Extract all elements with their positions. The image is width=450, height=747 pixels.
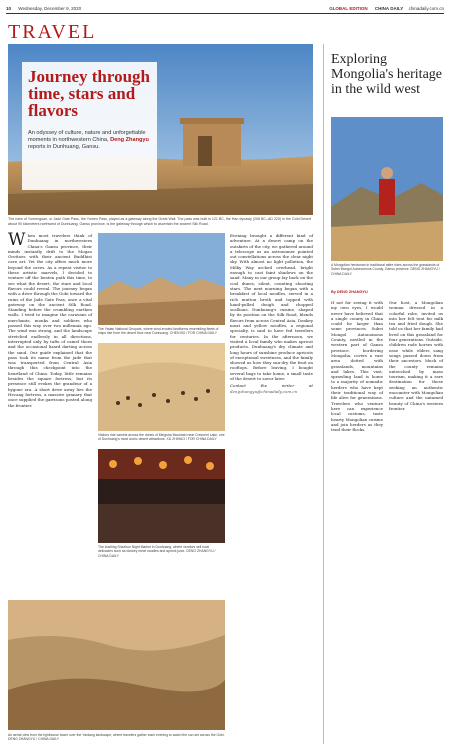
contact-email[interactable]: dengzhangyu@chinadaily.com.cn bbox=[230, 388, 298, 394]
sidebar-byline: By DENG ZHANGYU bbox=[331, 290, 368, 294]
deck-text-end: reports in Dunhuang, Gansu. bbox=[28, 144, 100, 150]
sidebar-photo-caption: A Mongolian herdsman in traditional attire rides across the grasslands of Subei Mongol Autonomous County, Gansu province. DENG ZHANGYU / CHINA DAILY bbox=[331, 263, 440, 276]
mongolian-herdsman-image bbox=[331, 117, 443, 261]
deck bbox=[28, 130, 152, 151]
column-3-text: Evening brought a different kind of adventure. At a desert camp on the outskirts of the city, we gathered around a telescope as an astronomer pointed out constellations across the clear night sky. With almost no light pollution, the Milky Way arched overhead, bright enough to cast faint shadows on the sand. Many in our group lay back on the cool dunes, silent, counting shooting stars. The next morning began with a breakfast of local noodles, served in a rich mutton broth and topped with hand-pulled dough and chopped scallions. Dunhuang's cuisine, shaped by its position on the Silk Road, blends flavors from across Central Asia. Donkey meat and yellow noodles, a regional specialty, is said to have fed travelers for centuries. In the afternoon, we visited a local family who makes apricot products. Dunhuang's dry climate and long hours of sunshine produce apricots of exceptional sweetness, and the family showed us how they sun-dry the fruit on rooftops. Before leaving, I bought several bags to take home, a small taste of the desert to savor later. bbox=[230, 233, 313, 382]
deck-text: An odyssey of culture, nature and unforgettable moments in northwestern China, bbox=[28, 130, 146, 143]
crescent-photo bbox=[98, 343, 225, 431]
headline: Journey through time, stars and flavors bbox=[28, 67, 151, 120]
article-column-1 bbox=[8, 230, 92, 408]
sidebar-headline: Exploring Mongolia's heritage in the wild west bbox=[331, 52, 442, 97]
deck-author: Deng Zhangyu bbox=[110, 137, 149, 143]
sidebar-column-2: Our host, a Mongolian woman dressed in a colorful robe, invited us into her felt tent for milk tea and fried dough. She told us that her family had lived on this grassland for four generations. Outside, children rode horses with ease while elders sang songs passed down from their ancestors. Much of the county remains untouched by mass tourism, making it a rare destination for those seeking an authentic encounter with Mongolian culture and the untamed beauty of China's western frontier. bbox=[389, 300, 443, 411]
header-rule bbox=[6, 13, 444, 14]
aerial-photo bbox=[8, 600, 225, 730]
issue-date: Wednesday, December 9, 2020 bbox=[18, 6, 82, 11]
aerial-caption: An aerial view from the lighthouse tower over the Yardang landscape, where travelers gather each evening to watch the sun set across the Gobi. DENG ZHANGYU / CHINA DAILY bbox=[8, 733, 225, 742]
yardang-image bbox=[98, 233, 225, 325]
night-market-caption: The bustling Shazhou Night Market in Dunhuang, where vendors sell local delicacies such as donkey meat noodles and apricot juice. DENG ZHANGYU / CHINA DAILY bbox=[98, 545, 216, 558]
page-number: 10 bbox=[6, 6, 12, 11]
contact-label: Contact the writer at bbox=[230, 383, 313, 389]
crescent-caption: Visitors ride camels across the dunes of Mingsha Mountain near Crescent Lake, one of Dunhuang's most iconic desert attractions. XU ZHIHAO / FOR CHINA DAILY bbox=[98, 433, 225, 442]
column-divider bbox=[323, 44, 324, 744]
camel-dunes-image bbox=[98, 343, 225, 431]
site-url: chinadaily.com.cn bbox=[408, 6, 444, 11]
section-title: TRAVEL bbox=[8, 21, 97, 43]
brand-name: CHINA DAILY bbox=[374, 6, 404, 11]
column-1-text: hen most travelers think of Dunhuang in northwestern China's Gansu province, their minds instantly drift to the Mogao Grottoes with their ancient Buddhist cave art. Yet the city offers much more beyond the caves. As a repeat visitor to these artistic marvels, I decided to venture off the beaten path this time, to see what the desert, the stars and local flavors could reveal. The journey began with a drive through the Gobi toward the ruins of the Jade Gate Pass, once a vital gateway on the ancient Silk Road. Standing before the crumbling earthen walls, I tried to imagine the caravans of merchants, monks and soldiers who passed this way over two millennia ago. The wind was strong, and the landscape stretched endlessly in all directions, interrupted only by tufts of camel thorn and the occasional lizard darting across the sand. Our guide explained that the pass took its name from the jade that was transported from Central Asia through this checkpoint into the heartland of China. Today, little remains besides the square fortress, but its presence still evokes the grandeur of a bygone era. A short drive away lies the Hecang fortress, a massive granary that once supplied the garrisons posted along the frontier. bbox=[8, 233, 92, 408]
sidebar-column-1: If not for seeing it with my own eyes, I would never have believed that a single county in China could be larger than some provinces. Subei Mongol Autonomous County, nestled in the western part of Gansu province, bordering Mongolia, covers a vast area dotted with grasslands, mountains and lakes. This vast, sprawling land is home to a majority of nomadic herders who have kept their traditional way of life alive for generations. Travelers who venture here can experience local customs, taste hearty Mongolian cuisine and join herders as they tend their flocks. bbox=[331, 300, 383, 433]
edition-label: GLOBAL EDITION bbox=[329, 6, 368, 11]
yardang-caption: The Yadan National Geopark, where wind-eroded landforms resembling fleets of ships rise from the desert floor near Dunhuang. CHEN BO / FOR CHINA DAILY bbox=[98, 327, 219, 336]
drop-cap: W bbox=[8, 230, 26, 250]
night-market-photo bbox=[98, 449, 225, 543]
sidebar-photo bbox=[331, 117, 443, 261]
hero-caption: The ruins of Yumenguan, or Jade Gate Pass, the Yumen Pass, played as a gateway along the Great Wall. The pass was built in 121 BC, the Han dynasty (206 BC–AD 220) in the Gobi Desert about 90 kilometers northwest of Dunhuang, Gansu province, is the gateway through which to ascertain the ancient Silk Road. bbox=[8, 217, 312, 226]
article-column-3 bbox=[230, 233, 313, 394]
contact-line bbox=[230, 383, 313, 394]
aerial-landscape-image bbox=[8, 600, 225, 730]
night-market-image bbox=[98, 449, 225, 543]
yardang-photo bbox=[98, 233, 225, 325]
